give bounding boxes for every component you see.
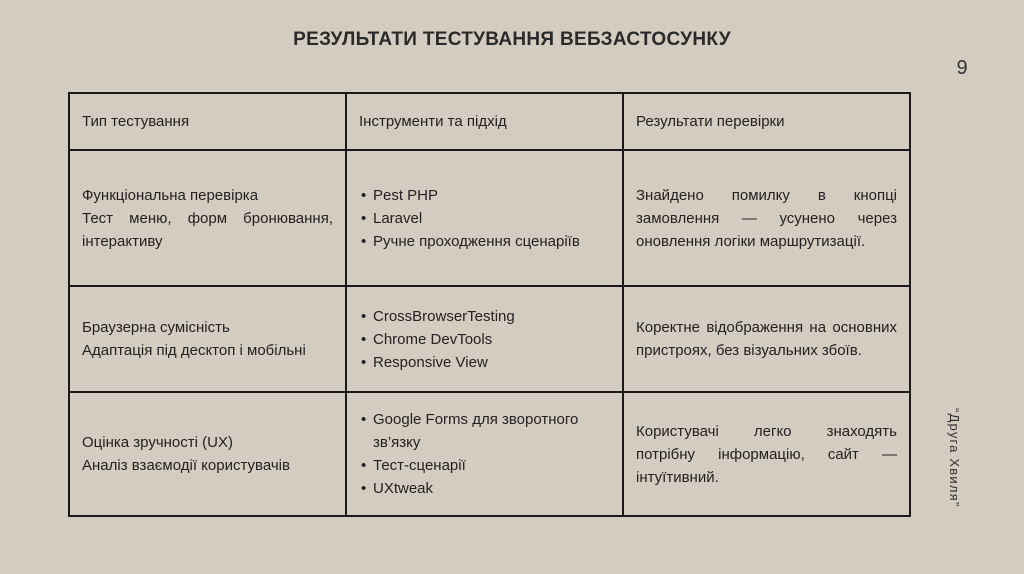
tools-cell — [346, 150, 623, 286]
table-row — [69, 392, 910, 516]
tools-cell — [346, 392, 623, 516]
tool-item: • Laravel — [359, 207, 610, 230]
side-label: “Друга Хвиля” — [947, 408, 962, 508]
testing-type-title: Оцінка зручності (UX) — [82, 434, 233, 451]
tool-item: • Pest PHP — [359, 184, 610, 207]
result-text: Користувачі легко знаходять потрібну інформацію, сайт — інтуїтивний. — [636, 422, 897, 486]
result-cell — [623, 392, 910, 516]
tool-item: • CrossBrowserTesting — [359, 305, 610, 328]
testing-type-title: Браузерна сумісність — [82, 319, 230, 336]
testing-type-description: Тест меню, форм бронювання, інтерактиву — [82, 209, 333, 250]
tool-item: • Тест-сценарії — [359, 454, 610, 477]
tools-list — [359, 184, 610, 253]
result-cell — [623, 286, 910, 392]
page-number: 9 — [956, 57, 968, 79]
tools-list — [359, 408, 610, 500]
slide-title: РЕЗУЛЬТАТИ ТЕСТУВАННЯ ВЕБЗАСТОСУНКУ — [293, 29, 731, 50]
tool-item: • UXtweak — [359, 477, 610, 500]
table-header-row — [69, 93, 910, 150]
testing-type-cell — [69, 150, 346, 286]
table-row — [69, 150, 910, 286]
table-row — [69, 286, 910, 392]
testing-type-description: Аналіз взаємодії користувачів — [82, 457, 290, 474]
tool-item: • Responsive View — [359, 351, 610, 374]
result-text: Знайдено помилку в кнопці замовлення — усунено через оновлення логіки маршрутизації. — [636, 186, 897, 250]
tools-cell — [346, 286, 623, 392]
testing-type-cell — [69, 392, 346, 516]
testing-type-cell — [69, 286, 346, 392]
tool-item: • Ручне проходження сценаріїв — [359, 230, 610, 253]
header-tools: Інструменти та підхід — [346, 93, 623, 150]
result-cell — [623, 150, 910, 286]
testing-type-description: Адаптація під десктоп і мобільні — [82, 342, 306, 359]
header-testing-type: Тип тестування — [69, 93, 346, 150]
tool-item: • Google Forms для зворотного зв’язку — [359, 408, 610, 454]
tool-item: • Chrome DevTools — [359, 328, 610, 351]
result-text: Коректне відображення на основних пристроях, без візуальних збоїв. — [636, 319, 897, 359]
testing-type-title: Функціональна перевірка — [82, 186, 259, 204]
tools-list — [359, 305, 610, 374]
header-results: Результати перевірки — [623, 93, 910, 150]
results-table — [68, 92, 911, 517]
